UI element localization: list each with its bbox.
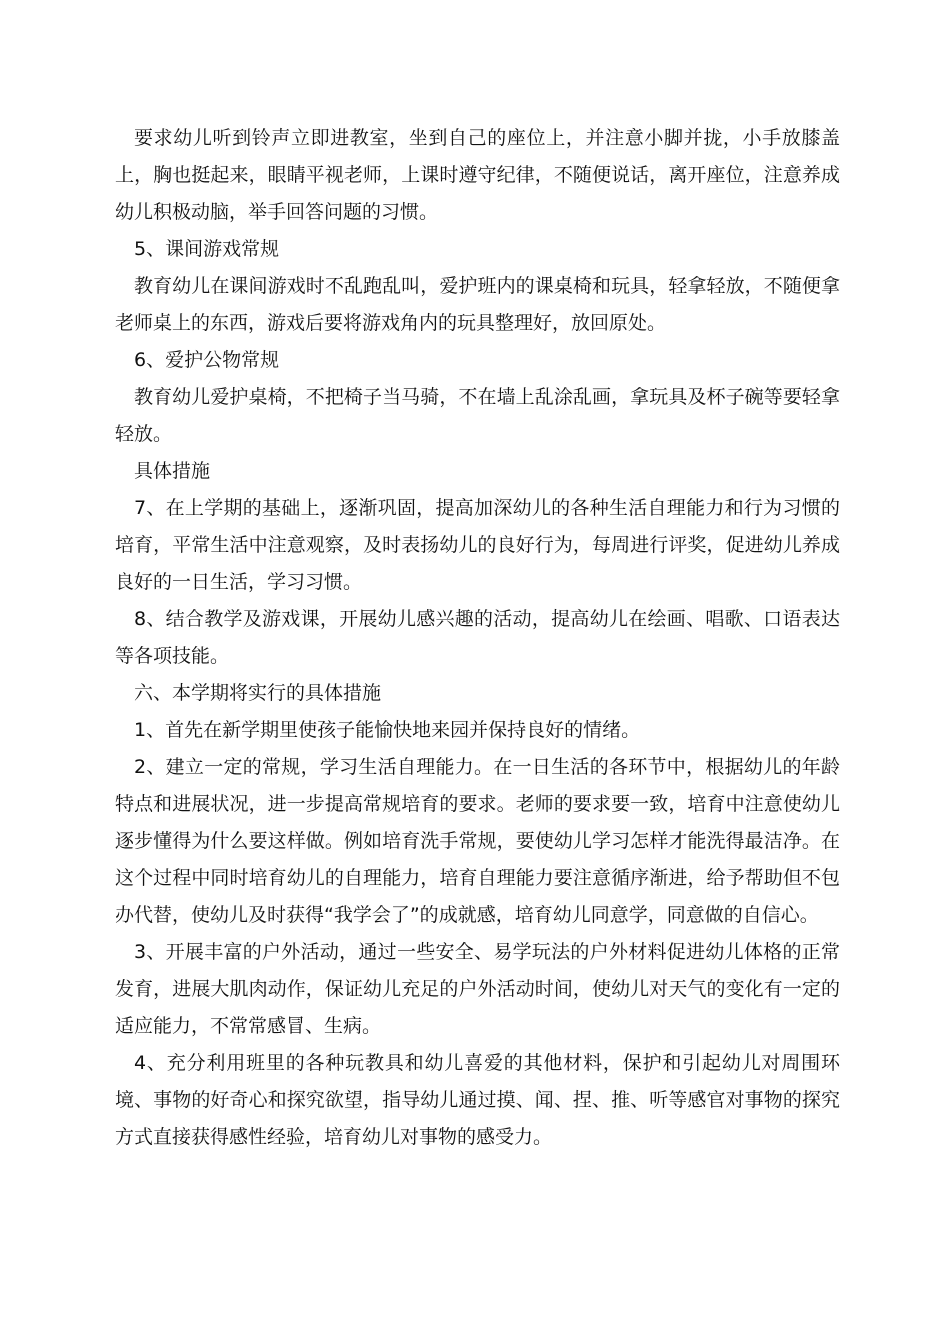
paragraph-item-1: 1、首先在新学期里使孩子能愉快地来园并保持良好的情绪。 [134,719,641,741]
paragraph-recess-game-rules: 教育幼儿在课间游戏时不乱跑乱叫，爱护班内的课桌椅和玩具，轻拿轻放，不随便拿老师桌上的东西，游戏后要将游戏角内的玩具整理好，放回原处。 [115,275,840,334]
heading-public-property-rules: 6、爱护公物常规 [134,349,280,371]
paragraph-item-3: 3、开展丰富的户外活动，通过一些安全、易学玩法的户外材料促进幼儿体格的正常发育，进展大肌肉动作，保证幼儿充足的户外活动时间，使幼儿对天气的变化有一定的适应能力，不常常感冒、生病。 [115,941,840,1037]
paragraph-item-4: 4、充分利用班里的各种玩教具和幼儿喜爱的其他材料，保护和引起幼儿对周围环境、事物的好奇心和探究欲望，指导幼儿通过摸、闻、捏、推、听等感官对事物的探究方式直接获得感性经验，培育幼儿对事物的感受力。 [115,1052,840,1148]
paragraph-measure-8: 8、结合教学及游戏课，开展幼儿感兴趣的活动，提高幼儿在绘画、唱歌、口语表达等各项技能。 [115,608,840,667]
paragraph-item-2: 2、建立一定的常规，学习生活自理能力。在一日生活的各环节中，根据幼儿的年龄特点和进展状况，进一步提高常规培育的要求。老师的要求要一致，培育中注意使幼儿逐步懂得为什么要这样做。例如培育洗手常规，要使幼儿学习怎样才能洗得最洁净。在这个过程中同时培育幼儿的自理能力，培育自理能力要注意循序渐进，给予帮助但不包办代替，使幼儿及时获得“我学会了”的成就感，培育幼儿同意学，同意做的自信心。 [115,756,840,926]
heading-semester-measures: 六、本学期将实行的具体措施 [134,682,382,704]
paragraph-classroom-rules: 要求幼儿听到铃声立即进教室，坐到自己的座位上，并注意小脚并拢，小手放膝盖上，胸也挺起来，眼睛平视老师，上课时遵守纪律，不随便说话，离开座位，注意养成幼儿积极动脑，举手回答问题的习惯。 [115,127,840,223]
document-body [115,120,840,1156]
paragraph-public-property-rules: 教育幼儿爱护桌椅，不把椅子当马骑，不在墙上乱涂乱画，拿玩具及杯子碗等要轻拿轻放。 [115,386,840,445]
paragraph-measure-7: 7、在上学期的基础上，逐渐巩固，提高加深幼儿的各种生活自理能力和行为习惯的培育，平常生活中注意观察，及时表扬幼儿的良好行为，每周进行评奖，促进幼儿养成良好的一日生活，学习习惯。 [115,497,840,593]
heading-specific-measures: 具体措施 [134,460,211,482]
heading-recess-game-rules: 5、课间游戏常规 [134,238,280,260]
